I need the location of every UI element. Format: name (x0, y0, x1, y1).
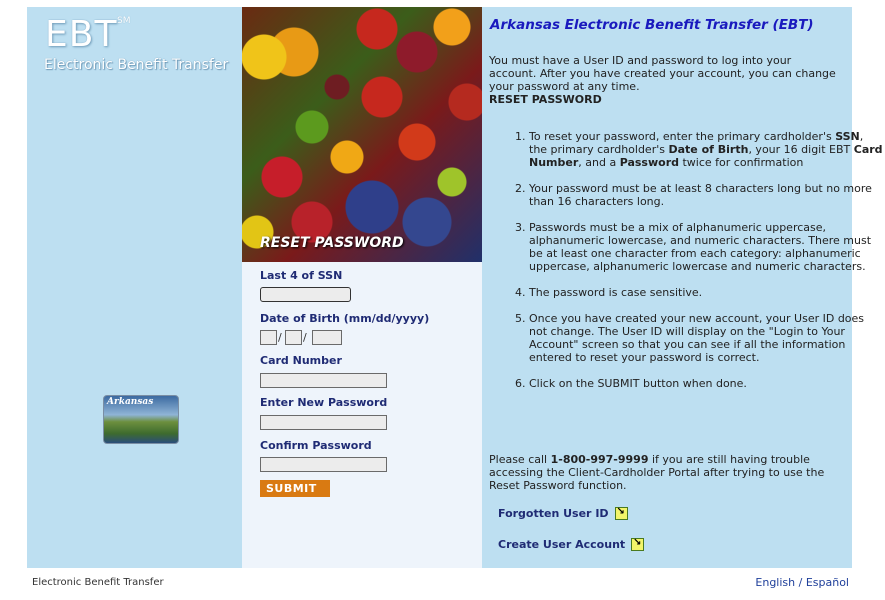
english-link[interactable]: English (755, 576, 796, 589)
dob-year-input[interactable] (312, 330, 342, 345)
form-panel (242, 7, 482, 568)
section-heading: RESET PASSWORD (489, 93, 602, 106)
step-text: To reset your password, enter the primary cardholder's (529, 130, 836, 143)
banner-title: RESET PASSWORD (260, 235, 404, 251)
step-item (529, 312, 884, 364)
ebt-card-image (103, 395, 179, 444)
dob-month-input[interactable] (260, 330, 277, 345)
dob-separator: / (278, 331, 282, 344)
ebt-subtitle: Electronic Benefit Transfer (44, 57, 229, 73)
card-number-label: Card Number (260, 354, 342, 367)
forgotten-user-id-link[interactable] (498, 507, 628, 520)
steps-list (489, 130, 884, 403)
info-panel (482, 7, 883, 568)
dob-day-input[interactable] (285, 330, 302, 345)
ssn-input[interactable] (260, 287, 351, 302)
intro-text: You must have a User ID and password to log into your account. After you have created your account, you can change your password at any time. (489, 54, 836, 93)
create-user-account-label: Create User Account (498, 538, 626, 551)
step-item (529, 221, 884, 273)
step-emphasis: Card Number (529, 143, 883, 169)
help-text (489, 453, 839, 492)
dob-label: Date of Birth (mm/dd/yyyy) (260, 312, 430, 325)
card-label: Arkansas (107, 397, 154, 407)
new-password-label: Enter New Password (260, 396, 388, 409)
submit-button[interactable]: SUBMIT (260, 480, 330, 497)
create-user-account-link[interactable] (498, 538, 644, 551)
left-panel (27, 7, 242, 568)
step-emphasis: SSN (835, 130, 860, 143)
step-emphasis: Password (619, 156, 679, 169)
step-text: twice for confirmation (679, 156, 804, 169)
step-text: Click on the SUBMIT button when done. (529, 377, 747, 390)
dob-separator: / (303, 331, 307, 344)
step-emphasis: Date of Birth (668, 143, 749, 156)
step-text: Once you have created your new account, your User ID does not change. The User ID will display on the "Login to Your Account" screen so that you can see if all the information entered to reset your password is correct. (529, 312, 865, 364)
forgotten-user-id-label: Forgotten User ID (498, 507, 609, 520)
footer-text: Electronic Benefit Transfer (32, 577, 164, 588)
step-item (529, 182, 884, 208)
new-password-input[interactable] (260, 415, 387, 430)
confirm-password-label: Confirm Password (260, 439, 372, 452)
step-text: , and a (578, 156, 620, 169)
page-frame (27, 7, 883, 568)
card-number-input[interactable] (260, 373, 387, 388)
step-item (529, 286, 884, 299)
arrow-icon (615, 507, 628, 520)
help-phone: 1-800-997-9999 (550, 453, 649, 466)
spanish-link[interactable]: Español (805, 576, 849, 589)
language-separator: / (795, 576, 806, 589)
service-mark: SM (117, 16, 131, 26)
language-switcher (755, 576, 849, 589)
banner-image (242, 7, 482, 262)
ssn-label: Last 4 of SSN (260, 269, 343, 282)
confirm-password-input[interactable] (260, 457, 387, 472)
arrow-icon (631, 538, 644, 551)
step-text: Your password must be at least 8 characters long but no more than 16 characters long. (529, 182, 872, 208)
help-prefix: Please call (489, 453, 551, 466)
step-item (529, 377, 884, 390)
help-suffix: if you are still having trouble accessing the Client-Cardholder Portal after trying to use the Reset Password function. (489, 453, 825, 492)
step-text: The password is case sensitive. (529, 286, 703, 299)
step-text: , your 16 digit EBT (748, 143, 854, 156)
info-title: Arkansas Electronic Benefit Transfer (EBT) (490, 17, 814, 33)
ebt-logo: EBT (45, 14, 118, 55)
step-text: , the primary cardholder's (529, 130, 864, 156)
step-text: Passwords must be a mix of alphanumeric uppercase, alphanumeric lowercase, and numeric characters. There must be at least one character from each category: alphanumeric uppercase, alphanumeric lowercase and numeric characters. (529, 221, 872, 273)
step-item (529, 130, 884, 169)
